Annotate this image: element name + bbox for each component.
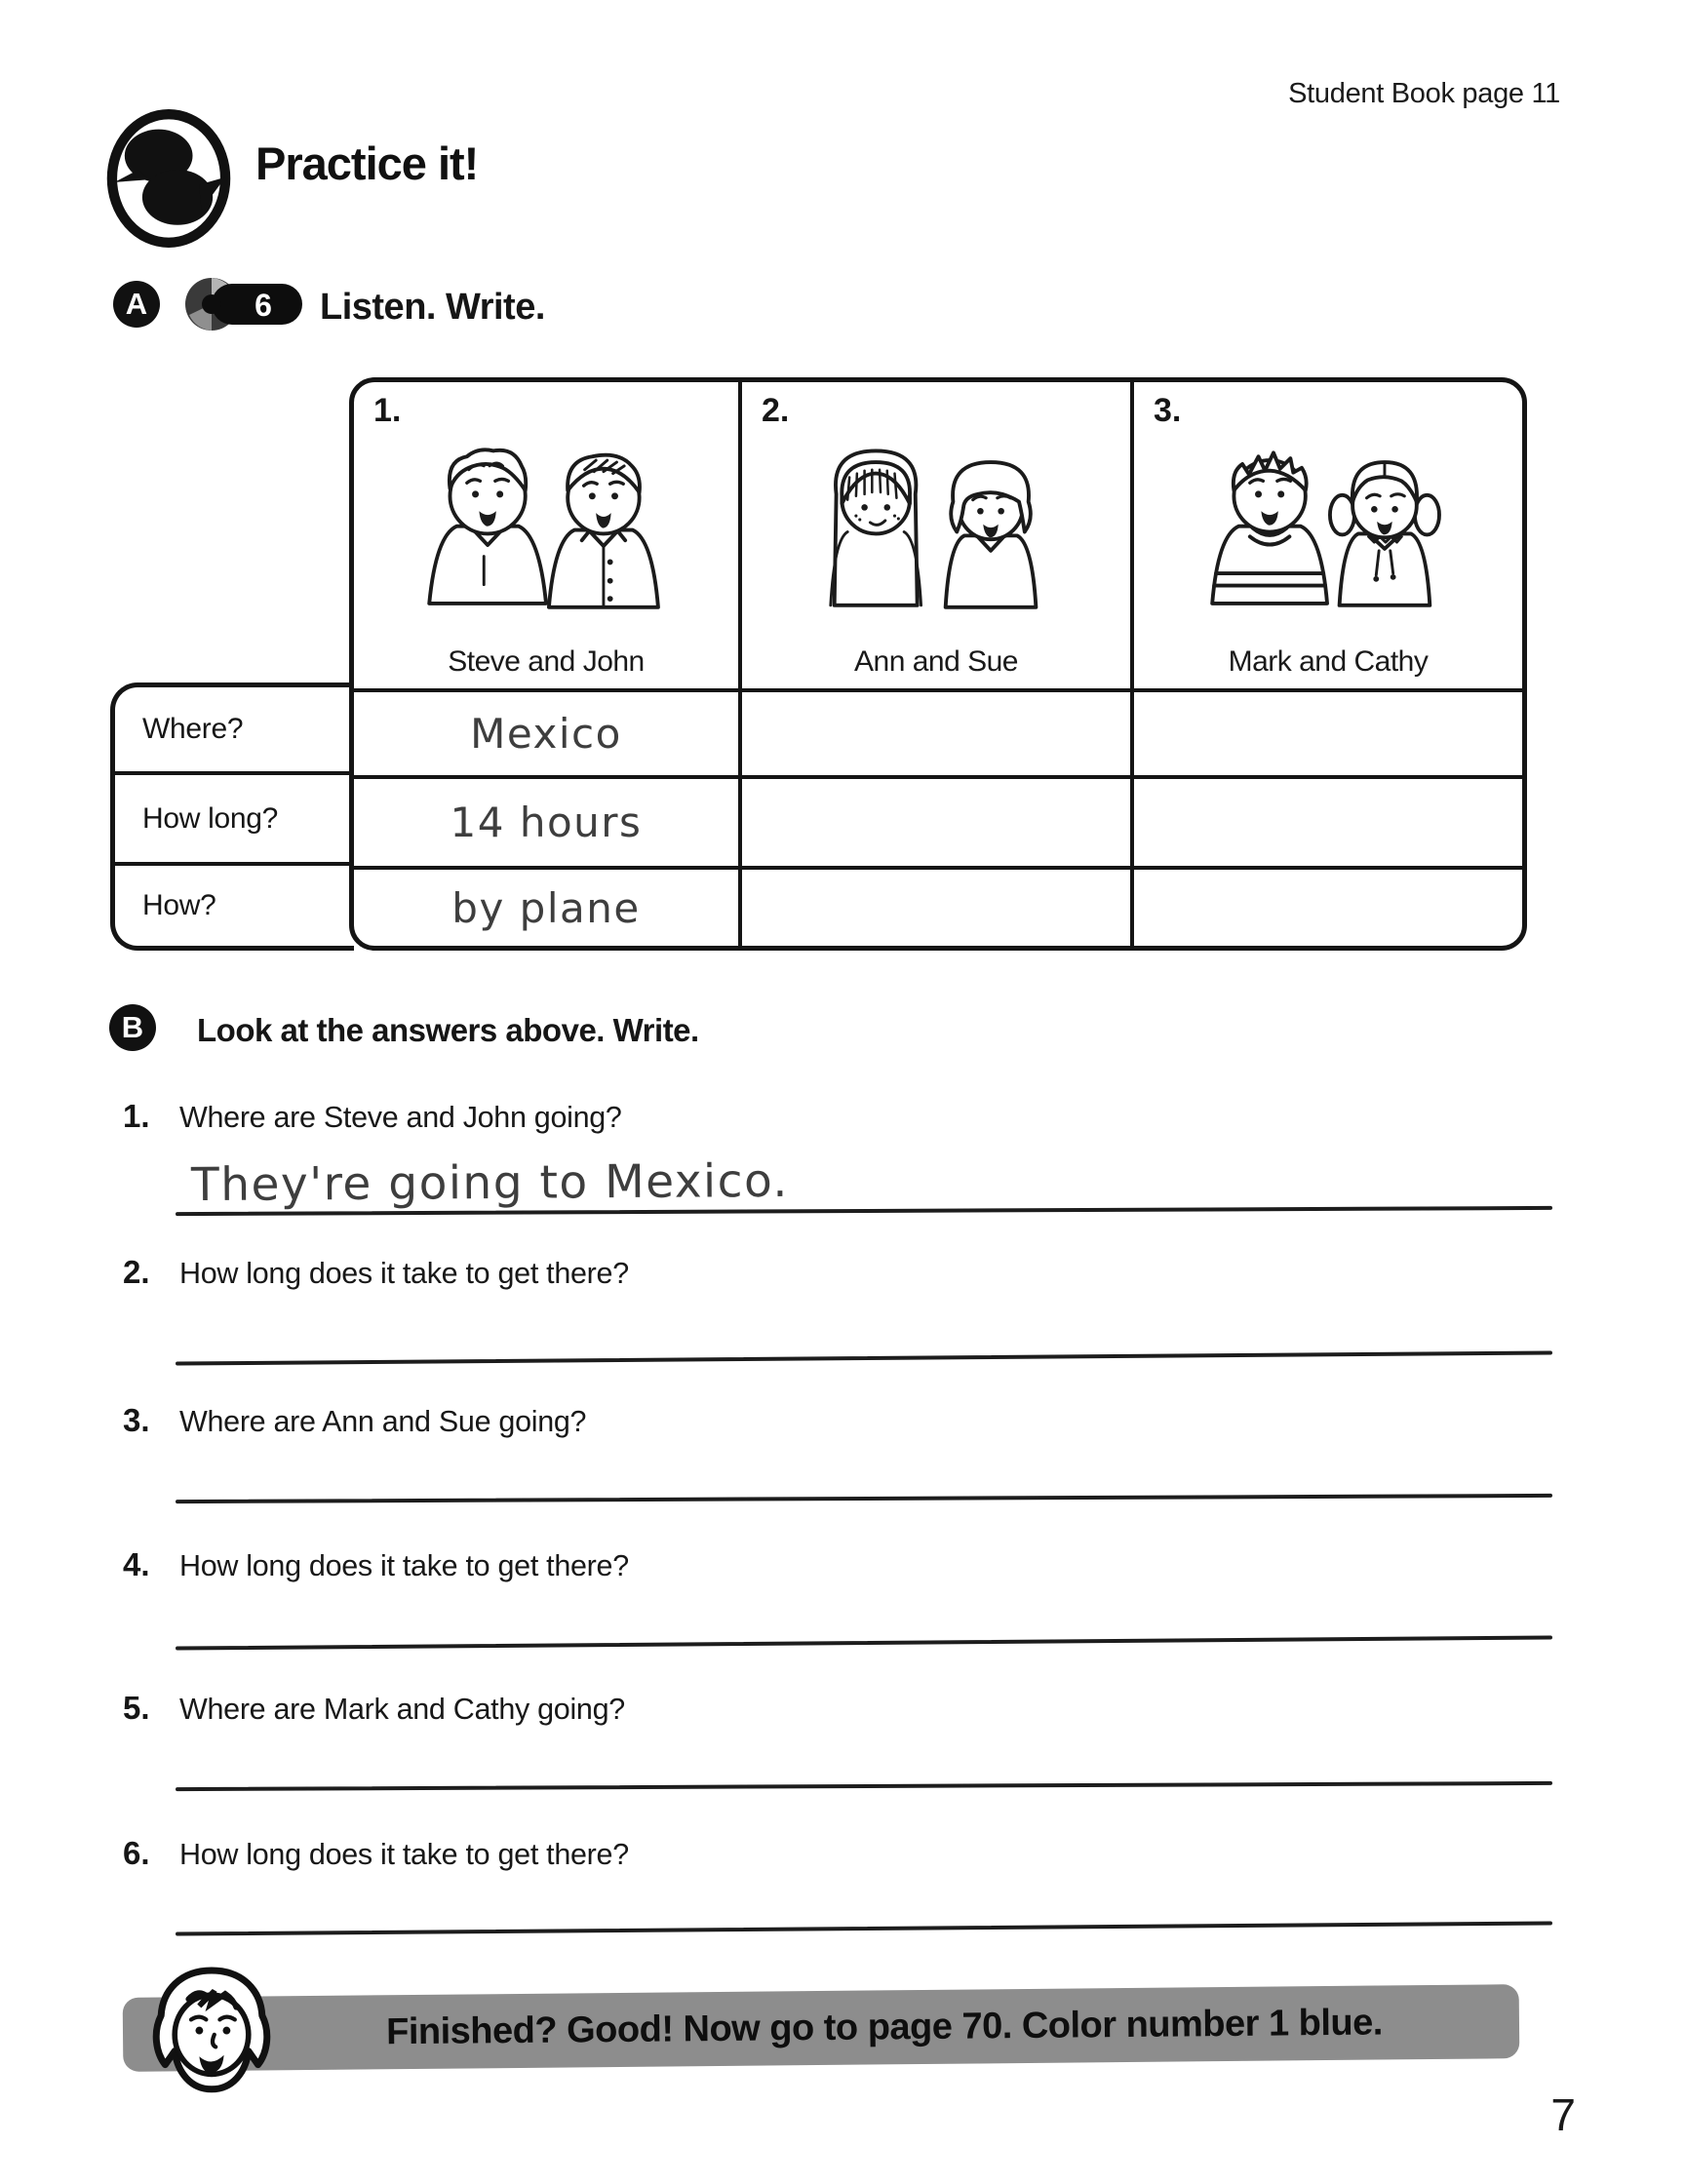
- question-number: 4.: [123, 1546, 150, 1582]
- kids-illustration-mark-cathy: [1187, 408, 1469, 629]
- cell-number: 3.: [1153, 392, 1182, 429]
- speech-bubbles-icon: [105, 109, 232, 248]
- handwritten-answer: They're going to Mexico.: [190, 1153, 790, 1213]
- section-b-instruction: Look at the answers above. Write.: [197, 1012, 699, 1048]
- student-book-reference: Student Book page 11: [1288, 78, 1560, 109]
- row-label-how: How?: [115, 862, 354, 946]
- question-text: Where are Ann and Sue going?: [179, 1405, 587, 1438]
- section-a-instruction: Listen. Write.: [320, 287, 545, 328]
- cell-number: 1.: [373, 392, 402, 429]
- question-number: 3.: [123, 1402, 150, 1438]
- row-label-how-long: How long?: [115, 771, 354, 862]
- answer-blank-5[interactable]: [176, 1781, 1552, 1791]
- kid-face-icon: [142, 1964, 281, 2100]
- question-text: How long does it take to get there?: [179, 1838, 629, 1871]
- answer-blank-2[interactable]: [176, 1350, 1552, 1365]
- answer-blank-3[interactable]: [176, 1494, 1552, 1503]
- finished-banner: [123, 1984, 1520, 2072]
- row-label-where: Where?: [142, 713, 244, 745]
- pair-name: Ann and Sue: [854, 645, 1018, 678]
- question-text: How long does it take to get there?: [179, 1257, 629, 1290]
- kids-illustration-steve-john: [405, 408, 687, 629]
- question-number: 5.: [123, 1690, 150, 1726]
- page-title: Practice it!: [255, 137, 479, 189]
- answer-blank-6[interactable]: [176, 1921, 1552, 1935]
- question-text: Where are Mark and Cathy going?: [179, 1693, 625, 1726]
- section-a-badge: A: [113, 281, 160, 328]
- track-number: 6: [255, 288, 272, 323]
- answer-cell-how-1: by plane: [354, 866, 742, 946]
- question-number: 1.: [123, 1098, 150, 1134]
- question-labels-box: [110, 682, 354, 951]
- answer-blank-4[interactable]: [176, 1635, 1552, 1650]
- answer-cell-howlong-1: 14 hours: [354, 775, 742, 866]
- pair-name: Mark and Cathy: [1228, 645, 1429, 678]
- section-b-badge: B: [109, 1004, 156, 1051]
- answer-cell-where-1: Mexico: [354, 688, 742, 775]
- answer-cell-howlong-3[interactable]: [1134, 775, 1522, 866]
- picture-cell-2: [742, 382, 1134, 688]
- question-number: 2.: [123, 1254, 150, 1290]
- picture-cell-1: [354, 382, 742, 688]
- cell-number: 2.: [762, 392, 790, 429]
- question-number: 6.: [123, 1835, 150, 1871]
- listening-activity-table: [349, 377, 1527, 951]
- cd-audio-track-icon: [183, 275, 306, 333]
- answer-cell-howlong-2[interactable]: [742, 775, 1134, 866]
- answer-cell-how-2[interactable]: [742, 866, 1134, 946]
- picture-cell-3: [1134, 382, 1522, 688]
- page-number: 7: [1550, 2089, 1576, 2140]
- answer-cell-where-2[interactable]: [742, 688, 1134, 775]
- question-text: How long does it take to get there?: [179, 1549, 629, 1582]
- kids-illustration-ann-sue: [795, 408, 1078, 629]
- answer-cell-how-3[interactable]: [1134, 866, 1522, 946]
- finished-banner-text: Finished? Good! Now go to page 70. Color number 1 blue.: [385, 2001, 1384, 2052]
- question-text: Where are Steve and John going?: [179, 1101, 622, 1134]
- pair-name: Steve and John: [448, 645, 645, 678]
- answer-cell-where-3[interactable]: [1134, 688, 1522, 775]
